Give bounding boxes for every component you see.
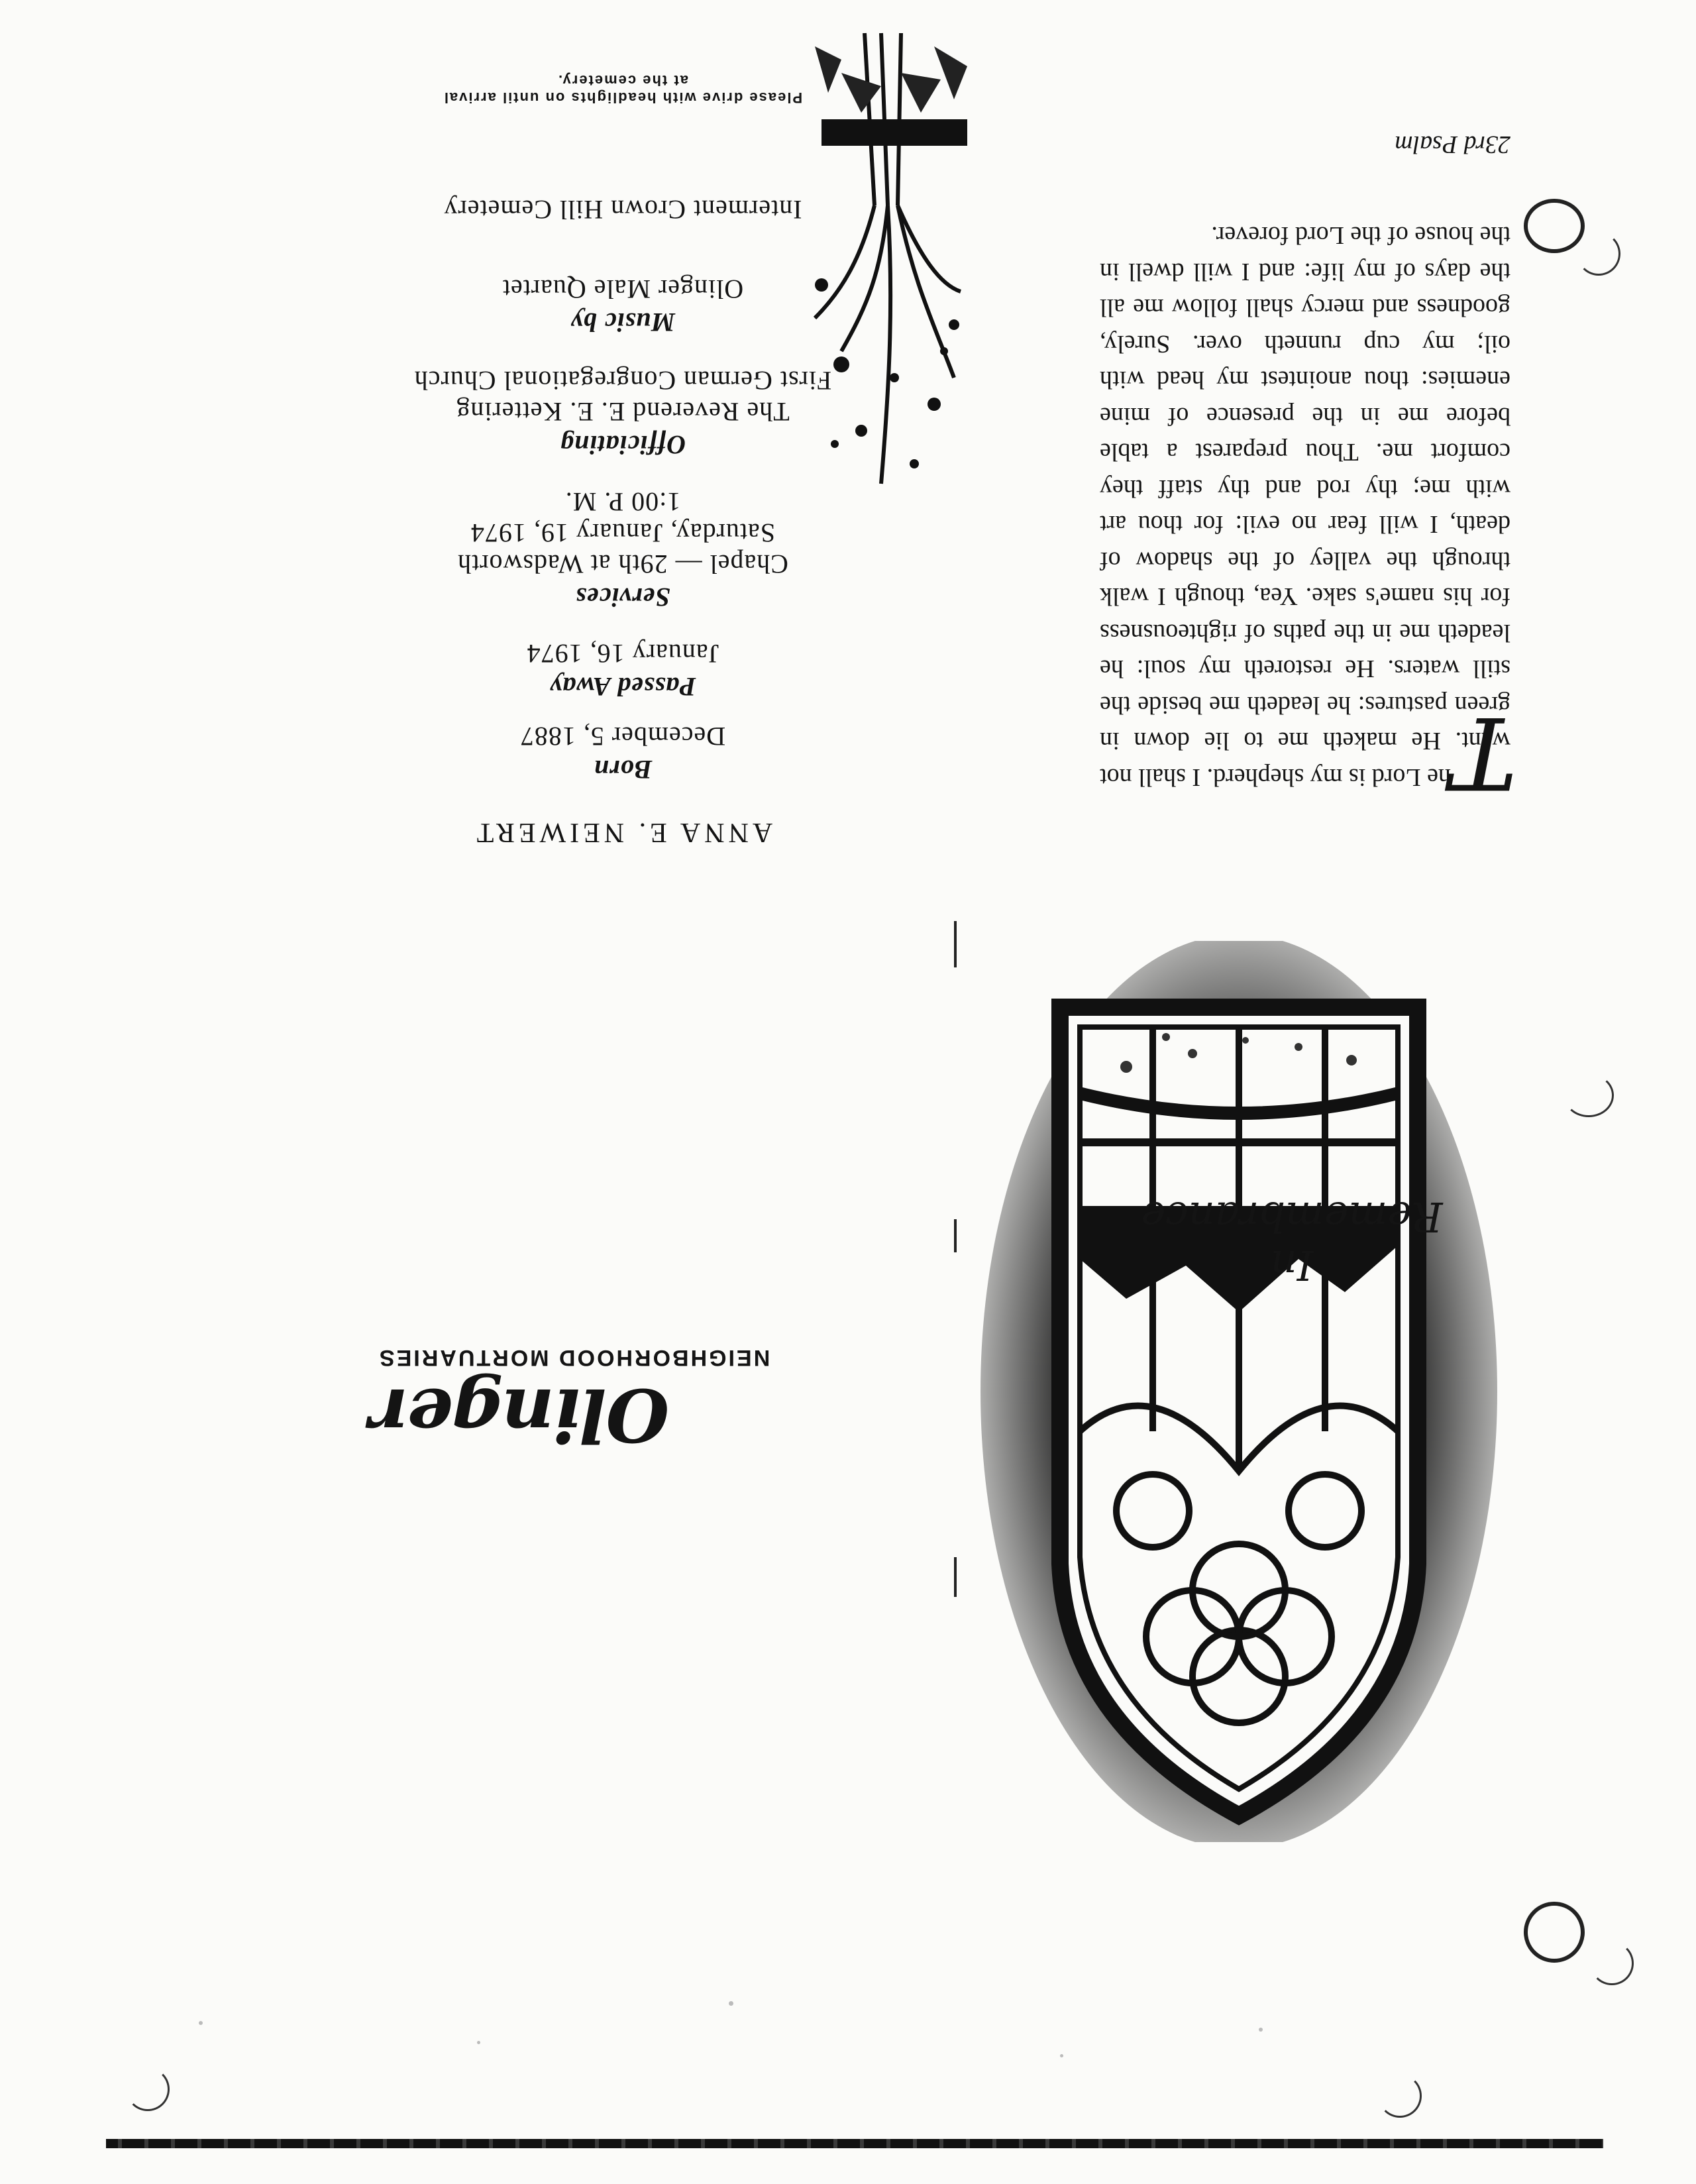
page-bottom-edge xyxy=(106,2139,1603,2148)
binder-hole-bottom xyxy=(1524,1902,1585,1963)
officiating-heading: Officiating xyxy=(559,430,686,460)
binder-mark xyxy=(126,2067,170,2111)
officiating-name: The Reverend E. E. Kettering xyxy=(456,397,790,427)
fold-mark xyxy=(954,921,957,967)
cover-title: In Remembrance xyxy=(1141,1193,1443,1289)
passed-date: January 16, 1974 xyxy=(526,639,719,669)
interment: Interment Crown Hill Cemetery xyxy=(443,195,802,225)
services-time: 1:00 P. M. xyxy=(564,487,681,517)
binder-mark xyxy=(1577,232,1620,276)
music-name: Olinger Male Quartet xyxy=(502,274,744,304)
paper-speck xyxy=(199,2021,203,2025)
services-place: Chapel — 29th at Wadsworth xyxy=(457,549,788,579)
binder-hole-top xyxy=(1524,199,1585,253)
binder-mark xyxy=(1378,2074,1422,2118)
born-date: December 5, 1887 xyxy=(519,722,726,751)
notice-line: at the cemetery. xyxy=(557,72,688,89)
mortuary-logo xyxy=(371,1325,901,1458)
stained-glass-window-illustration xyxy=(980,941,1497,1842)
fold-mark xyxy=(954,1557,957,1597)
paper-speck xyxy=(729,2001,733,2006)
binder-mark xyxy=(1564,1073,1614,1117)
psalm-text: he Lord is my shepherd. I shall not want. He maketh me to lie down in green pastures: he leadeth me beside the still waters. He restoreth my soul: he leadeth me in the paths of righteousness for his name's sake. Yea, though I walk through the valley of the shadow of death, I will fear no evil: for thou art with me; thy rod and thy staff they comfort me. Thou preparest a table before me in the presence of mine enemies: thou anointest my head with oil; my cup runneth over. Surely, goodness and mercy shall follow me all the days of my life: and I will dwell in the house of the Lord forever. xyxy=(1100,221,1510,791)
deceased-name: ANNA E. NEIWERT xyxy=(472,817,773,847)
tree-illustration xyxy=(802,7,974,510)
paper-speck xyxy=(477,2041,480,2044)
born-heading: Born xyxy=(593,755,653,785)
psalm-block xyxy=(1060,131,1517,810)
services-heading: Services xyxy=(575,582,670,612)
passed-heading: Passed Away xyxy=(549,672,696,702)
officiating-church: First German Congregational Church xyxy=(413,366,832,396)
fold-mark xyxy=(954,1219,957,1252)
psalm-attribution: 23rd Psalm xyxy=(1395,131,1510,158)
logo-script: Olinger xyxy=(371,1372,670,1458)
services-date: Saturday, January 19, 1974 xyxy=(470,518,775,548)
binder-mark xyxy=(1590,1941,1634,1985)
logo-subtitle: NEIGHBORHOOD MORTUARIES xyxy=(378,1345,770,1370)
paper-speck xyxy=(1259,2028,1263,2032)
psalm-dropcap: T xyxy=(1450,694,1517,810)
paper-speck xyxy=(1060,2054,1063,2057)
music-heading: Music by xyxy=(570,307,675,337)
notice-line: Please drive with headlights on until arrival xyxy=(443,89,803,106)
